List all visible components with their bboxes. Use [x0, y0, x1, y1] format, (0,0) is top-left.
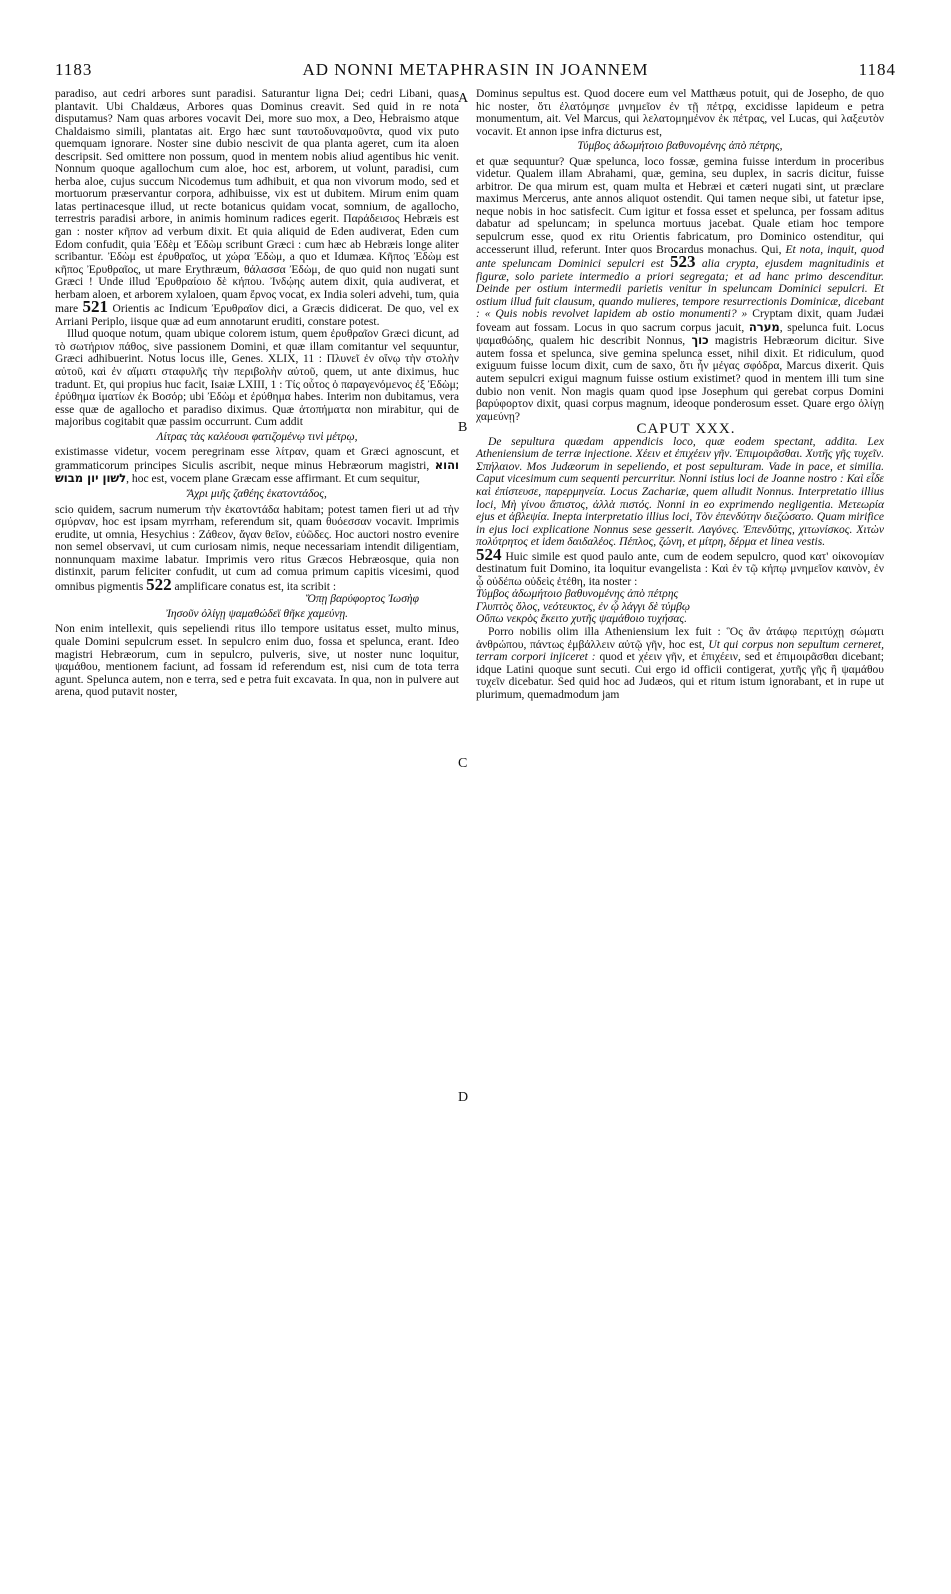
text-run: et quæ sequuntur? Quæ spelunca, loco fossæ, gemina fuisse interdum in proceribus videtur. Qualem illam Abrahami, quæ, gemina, seu duplex, in sacris dicitur, fuisse arbitror. De qua mirum est, quam multa et Hebræi et cæteri nugati sint, ut præclare maximus Mercerus, ante annos aliquot ostendit. Qui tamen neque sibi, ut fatetur ipse, neque nobis in hoc satisfecit. Cum igitur et fossa esset et spelunca, per fossam aditus dabatur ad speluncam; in spelunca mortuus jacebat. Quale etiam hoc tempore sepulcrum esse, quod ex ritu Orientis fabricatum, pro Dominico ostenditur, qui accesserunt illud, referunt. Inter quos Brocardus monachus. Qui, — [476, 155, 884, 256]
text-run: Huic simile est quod paulo ante, cum de eodem sepulcro, quod κατ' οἰκονομίαν destinatum fuit Domino, ita loquitur evangelista : Καὶ ἐν τῷ κήπῳ μνημεῖον καινὸν, ἐν ᾧ οὐδέπω οὐδεὶς ἐτέθη, ita noster : — [476, 550, 884, 588]
column-number: 521 — [82, 297, 109, 317]
text-run: , hoc est, vocem plane Græcam esse affirmant. Et cum sequitur, — [126, 473, 420, 486]
text-run: magistris Hebræorum dicitur. Sive autem fossa et spelunca, sive gemina spelunca esset, nihil dixit. Et ridiculum, quod exiguum fuisse locum dixit, cum de saxo, ὅτι ἦν μέγας σφόδρα, Marcus dixerit. Quis autem sepulcri exigui magnum fuisse ostium existimet? quod in mentem illi tum sine dubio non venit. Non magis quam quod ipse Josephum qui gerebat corpus Domini βαρύφορτον dixit, quasi corpus magnum, ideoque ponderosum esset. Quare ergo ὀλίγῃ χαμεύνῃ? — [476, 335, 885, 423]
margin-letter-b: B — [458, 420, 468, 435]
verse-quote: Ἰησοῦν ὀλίγῃ ψαμαθώδεϊ θῆκε χαμεύνῃ. — [165, 607, 349, 620]
verse-quote: Λίτρας τὰς καλέουσι φατιζομένῳ τινὶ μέτρῳ, — [156, 430, 358, 443]
paragraph — [476, 626, 884, 701]
page-number-left: 1183 — [55, 60, 93, 79]
quoted-text: Et nota, inquit, quod ante speluncam Dominici sepulcri est — [476, 243, 885, 271]
quoted-text: Ut qui corpus non sepultum cerneret, terram corpori injiceret : — [476, 638, 885, 664]
text-run: , spelunca fuit. Locus ψαμαθώδης, qualem hic describit Nonnus, — [476, 321, 884, 348]
text-run: Cryptam dixit, quam Judæi foveam aut fossam. Locus in quo sacrum corpus jacuit, — [476, 308, 885, 334]
verse-quote: Γλυπτὸς ὅλος, νεότευκτος, ἐν ᾧ λάγγι δὲ τύμβῳ — [476, 600, 691, 613]
paragraph — [476, 544, 884, 589]
page-header — [55, 60, 896, 84]
page-number-right: 1184 — [858, 60, 896, 79]
paragraph: Dominus sepultus est. Quod docere eum vel Matthæus potuit, qui de Josepho, de quo hic noster, ὅτι ἐλατόμησε μνημεῖον ἐν τῇ πέτρᾳ, excidisse lapideum e petra monumentum, ait. Vel Marcus, qui λελατομημένον ἐκ πέτρας, vel Lucas, qui λαξευτὸν vocavit. Et annon ipse infra dicturus est, — [476, 88, 884, 138]
column-number: 522 — [146, 574, 172, 594]
text-run: scio quidem, sacrum numerum τὴν ἑκατοντάδα habitam; potest tamen fieri ut ad τὴν σμύρναν, hoc est ipsam myrrham, referendum sit, quam θυόεσσαν vocavit. Imprimis erudite, ut omnia, Hesychius : Ζάθεον, ἄγαν θεῖον, εὐῶδες. Hoc auctori nostro evenire non semel observavi, ut cum curiosam nimis, neque necessariam intendit diligentiam, nonnunquam maxime labatur. Imprimis vero ritus Græcos Hebræosque, quia non distinxit, parum feliciter confudit, ut cum ad comua primum capitis vicesimi, quod omnibus pigmentis — [55, 503, 459, 593]
verse-quote: Ἄχρι μιῆς ζαθέης ἑκατοντάδος, — [187, 487, 327, 500]
hebrew-text: כוך — [691, 333, 709, 348]
hebrew-text: מערה — [748, 319, 780, 334]
margin-letter-c: C — [458, 756, 468, 771]
text-run: existimasse videtur, vocem peregrinam esse λίτραν, quam et Græci agnoscunt, et grammaticorum principes Siculis ascribit, neque minus Hebræorum magistri, — [55, 446, 459, 472]
right-column — [476, 88, 884, 701]
chapter-summary: De sepultura quædam appendicis loco, quæ eodem spectant, addita. Lex Atheniensium de terræ injectione. Χέειν et ἐπιχέειν γῆν. Ἐπιμοιρᾶσθαι. Χυτῆς γῆς τυχεῖν. Σπήλαιον. Mos Judæorum in sepeliendo, et post sepulturam. Vade in pace, et similia. Caput vicesimum cum sequenti percurritur. Nonni istius loci de Joanne nostro : Καὶ εἶδε καὶ ἐπίστευσε, παρερμηνεία. Locus Zachariæ, quem alludit Nonnus. Interpretatio illius loci, Μὴ γίνου ἄπιστος, ἀλλὰ πιστός. Nonni in eo exprimendo negligentia. Μετεωρία ejus et ἀβλεψία. Inepta interpretatio illius loci, Τὸν ἐπενδύτην διεζώσατο. Quam mirifice in ejus loci explicatione Nonnus sese gesserit. Λαγόνες. Ἐπενδύτης, χιτωνίσκος. Χιτὼν πολύτρητος et idem δαιδαλέος. Πέπλος, ζώνη, et μίτρη, δέρμα et linea vestis. — [476, 435, 884, 549]
paragraph — [476, 156, 884, 423]
text-run: Porro nobilis olim illa Atheniensium lex fuit : Ὃς ἂν ἀτάφῳ περιτύχῃ σώματι ἀνθρώπου, πάντως ἐμβάλλειν αὐτῷ γῆν, hoc est, — [476, 625, 884, 651]
margin-letter-d: D — [458, 1090, 469, 1105]
paragraph — [55, 446, 459, 486]
hebrew-text: והוא לשון יון מבוש — [55, 457, 460, 486]
left-column — [55, 88, 459, 699]
paragraph: Illud quoque notum, quam ubique colorem istum, quem ἐρυθραῖον Græci dicunt, ad τὸ σωτήριον πάθος, sive passionem Domini, et quæ illam comitantur vel sequuntur, Græci adhibuerint. Notus locus ille, Genes. XLIX, 11 : Πλυνεῖ ἐν οἴνῳ τὴν στολὴν αὐτοῦ, καὶ ἐν αἵματι σταφυλῆς τὴν περιβολὴν αὐτοῦ, quem, ut ante diximus, huc tradunt. Et, qui propius huc facit, Isaiæ LXIII, 1 : Τίς οὗτος ὁ παραγενόμενος ἐξ Ἐδὼμ; ἐρύθημα ἱματίων ἐκ Βοσόρ; ubi Ἐδὼμ et ἐρύθημα habes. Interim non dubitamus, vera esse quæ de agallocho et paradiso diximus. Quæ ἀτοπήματα non mirabitur, qui de majoribus cogitabit quæ passim occurrunt. Cum addit — [55, 328, 459, 429]
running-title: AD NONNI METAPHRASIN IN JOANNEM — [302, 60, 649, 79]
quoted-text: alia crypta, ejusdem magnitudinis et figuræ, solo pariete intermedio a priori segregata; et ad hanc primo descenditur. Deinde per ostium intermedii parietis venitur in speluncam Dominici sepulcri. Et ostium illud fuit clausum, quando mulieres, tempore resurrectionis Dominicæ, dicebant : « Quis nobis revolvet lapidem ab ostio monumenti? » — [476, 258, 884, 321]
text-run: Orientis ac Indicum Ἐρυθραῖον dici, a Græcis didicerat. De quo, vel ex Arriani Periplo, iisque quæ ad eum annotarunt eruditi, constare potest. — [55, 303, 460, 328]
verse-quote: Τύμβος ἀδωμήτοιο βαθυνομένης ἀπὸ πέτρης, — [577, 140, 783, 153]
verse-quote: Ὅπῃ βαρύφορτος Ἰωσὴφ — [305, 593, 419, 606]
margin-letter-a: A — [458, 91, 469, 106]
verse-quote: Οὔπω νεκρὸς ἔκειτο χυτῆς ψαμάθοιο τυχήσας. — [476, 613, 687, 626]
text-run: amplificare conatus est, ita scribit : — [174, 580, 337, 593]
text-run: paradiso, aut cedri arbores sunt paradisi. Saturantur ligna Dei; cedri Libani, quas plantavit. Ubi Chaldæus, Arbores quas Dominus creavit. Sed quid in re nota disputamus? Nam quas arbores vocavit Dei, more suo mox, a Deo, Hebraismo atque Chaldaismo simili, plantatas ait. Ergo hæc sunt ταυτοδυναμοῦντα, quod vix puto quemquam ignorare. Noster sine dubio nescivit de qua planta ageret, cum ita aloen descripsit. Sed omittere non possum, quod in mentem nobis aliud agentibus hic venit. Nonnum quoque agallochum cum aloe, hoc est, arborem, ut volunt, paradisi, cum herba aloe, cujus succum Nicodemus tum adhibuit, et qua non vivorum modo, sed et mortuorum præservantur corpora, adhibuisse, vix est ut dubitem. Mirum enim quam latas pertinacesque illud, ut recte botanicus quidam vocat, somnium, de agallocho, terrestris paradisi arbore, in animis hominum radices egerit. Παράδεισος Hebræis est gan : noster κῆπον ad verbum dixit. Et quia aliquid de Eden audiverat, Eden cum Edom confudit, quia Ἐδὲμ et Ἐδὼμ scribunt Græci : cum hæc ab Hebræis longe aliter scribantur. Ἐδὼμ est ἐρυθραῖος, ut χώρα Ἐδὼμ, a quo et Idumæa. Κῆπος Ἐδὼμ est κῆπος Ἐρυθραῖος, ut mare Erythræum, θάλασσα Ἐδὼμ, de quo quid non nugati sunt Græci ! Unde illud Ἐρυθραίοιο δὲ κήπου. Ἰνδῴης autem dixit, quia audiverat, et herbam aloen, et arborem xylaloen, quam ἔρνος vocat, ex India soleri advehi, tum, quia mare — [55, 88, 459, 316]
paragraph — [55, 504, 459, 594]
paragraph: Non enim intellexit, quis sepeliendi ritus illo tempore usitatus esset, multo minus, quale Domini sepulcrum esset. In sepulcro enim duo, fossa et spelunca, erant. Ideo magistri Hebræorum, cum in sepulcro, pulveris, sive, ut noster nunc loquitur, ψαμάθου, mentionem faciunt, ad fossam id referendum est, nisi cum de tota terra agunt. Spelunca autem, non e terra, sed e petra fuit excavata. In qua, non in pulvere aut arena, quod putavit noster, — [55, 623, 459, 699]
verse-quote: Τύμβος ἀδωμήτοιο βαθυνομένης ἀπὸ πέτρης — [476, 588, 679, 601]
column-number: 524 — [476, 544, 502, 564]
text-run: quod et χέειν γῆν, et ἐπιχέειν, sed et ἐπιμοιρᾶσθαι dicebant; idque Latini quoque sunt secuti. Cui ergo id officii contigerat, χυτῆς γῆς ἢ ψαμάθου τυχεῖν dicebatur. Sed quid hoc ad Judæos, qui et ritum istum ignorabant, et in rupe ut plurimum, quemadmodum jam — [476, 651, 885, 701]
chapter-heading: CAPUT XXX. — [636, 421, 736, 438]
paragraph — [55, 88, 459, 328]
column-number: 523 — [669, 252, 696, 272]
